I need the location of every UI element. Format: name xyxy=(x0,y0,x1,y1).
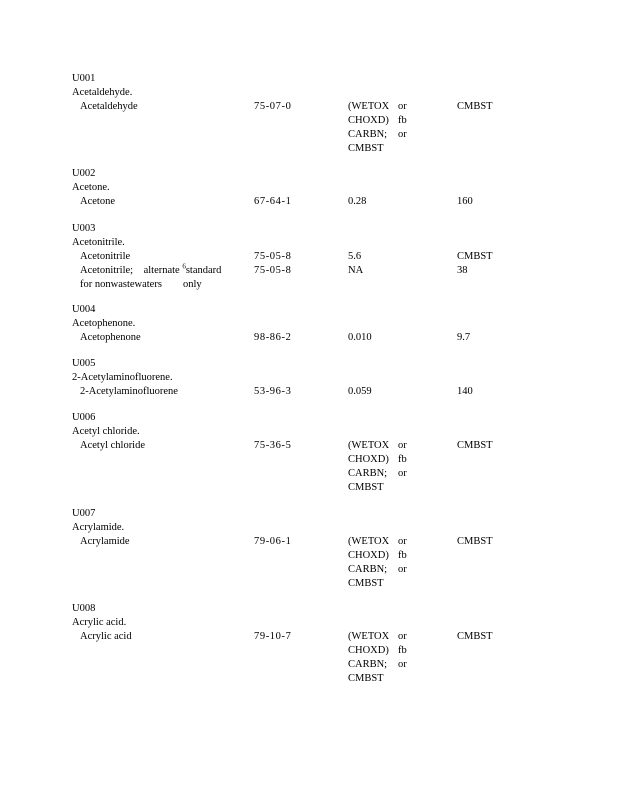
wastewater-standard: 0.28 xyxy=(348,196,367,207)
waste-code: U002 xyxy=(72,168,96,179)
waste-entry-u008 xyxy=(72,602,493,684)
wastewater-standard: (WETOX or CHOXD) fb CARBN; or CMBST xyxy=(348,631,407,684)
waste-entry-u005 xyxy=(72,357,473,399)
constituent-row xyxy=(72,630,493,684)
constituent-name: Acetone xyxy=(80,196,115,207)
nonwastewater-standard: 38 xyxy=(457,265,468,276)
constituent-name: 2-Acetylaminofluorene xyxy=(80,386,178,397)
cas-number: 79-06-1 xyxy=(254,536,292,547)
wastewater-standard: 5.6 xyxy=(348,251,362,262)
nonwastewater-standard: CMBST xyxy=(457,101,493,112)
waste-category: Acetonitrile. xyxy=(72,237,125,248)
waste-category: Acrylic acid. xyxy=(72,617,127,628)
constituent-name: Acetonitrile; alternate $^6$standard for nonwastewaters only xyxy=(80,262,222,290)
waste-category: Acetaldehyde. xyxy=(72,87,133,98)
waste-entry-u004 xyxy=(72,303,471,345)
nonwastewater-standard: CMBST xyxy=(457,631,493,642)
constituent-row xyxy=(72,535,493,589)
nonwastewater-standard: 140 xyxy=(457,386,473,397)
waste-code: U007 xyxy=(72,508,96,519)
constituent-name: Acrylic acid xyxy=(80,631,132,642)
constituent-row xyxy=(72,100,493,154)
waste-category: Acetyl chloride. xyxy=(72,426,140,437)
wastewater-standard: 0.059 xyxy=(348,386,372,397)
nonwastewater-standard: CMBST xyxy=(457,536,493,547)
cas-number: 75-05-8 xyxy=(254,251,292,262)
nonwastewater-standard: 160 xyxy=(457,196,473,207)
constituent-name: Acrylamide xyxy=(80,536,130,547)
constituent-row xyxy=(72,439,493,493)
waste-entry-u002 xyxy=(72,167,473,209)
constituent-row xyxy=(72,385,473,399)
nonwastewater-standard: 9.7 xyxy=(457,332,471,343)
waste-entry-u003 xyxy=(72,222,493,292)
waste-code: U003 xyxy=(72,223,96,234)
waste-code: U008 xyxy=(72,603,96,614)
cas-number: 75-36-5 xyxy=(254,440,292,451)
cas-number: 75-07-0 xyxy=(254,101,292,112)
constituent-name: Acetyl chloride xyxy=(80,440,146,451)
cas-number: 98-86-2 xyxy=(254,332,292,343)
waste-category: 2-Acetylaminofluorene. xyxy=(72,372,173,383)
waste-category: Acrylamide. xyxy=(72,522,125,533)
constituent-name: Acetonitrile xyxy=(80,251,131,262)
cas-number: 79-10-7 xyxy=(254,631,292,642)
nonwastewater-standard: CMBST xyxy=(457,440,493,451)
waste-category: Acetone. xyxy=(72,182,110,193)
waste-code: U005 xyxy=(72,358,96,369)
waste-entry-u006 xyxy=(72,411,493,493)
waste-entry-u007 xyxy=(72,507,493,589)
waste-entry-u001 xyxy=(72,72,493,154)
constituent-row xyxy=(72,331,471,345)
wastewater-standard: (WETOX or CHOXD) fb CARBN; or CMBST xyxy=(348,536,407,589)
wastewater-standard: NA xyxy=(348,265,364,276)
waste-code: U006 xyxy=(72,412,96,423)
wastewater-standard: 0.010 xyxy=(348,332,372,343)
cas-number: 67-64-1 xyxy=(254,196,292,207)
waste-category: Acetophenone. xyxy=(72,318,136,329)
constituent-row xyxy=(72,195,473,209)
constituent-row xyxy=(72,262,468,292)
waste-code: U004 xyxy=(72,304,96,315)
footnote-marker: 6 xyxy=(182,262,186,271)
wastewater-standard: (WETOX or CHOXD) fb CARBN; or CMBST xyxy=(348,440,407,493)
constituent-name: Acetophenone xyxy=(80,332,141,343)
cas-number: 53-96-3 xyxy=(254,386,292,397)
constituent-name: Acetaldehyde xyxy=(80,101,138,112)
cas-number: 75-05-8 xyxy=(254,265,292,276)
constituent-row xyxy=(72,250,493,264)
waste-code: U001 xyxy=(72,73,96,84)
nonwastewater-standard: CMBST xyxy=(457,251,493,262)
wastewater-standard: (WETOX or CHOXD) fb CARBN; or CMBST xyxy=(348,101,407,154)
